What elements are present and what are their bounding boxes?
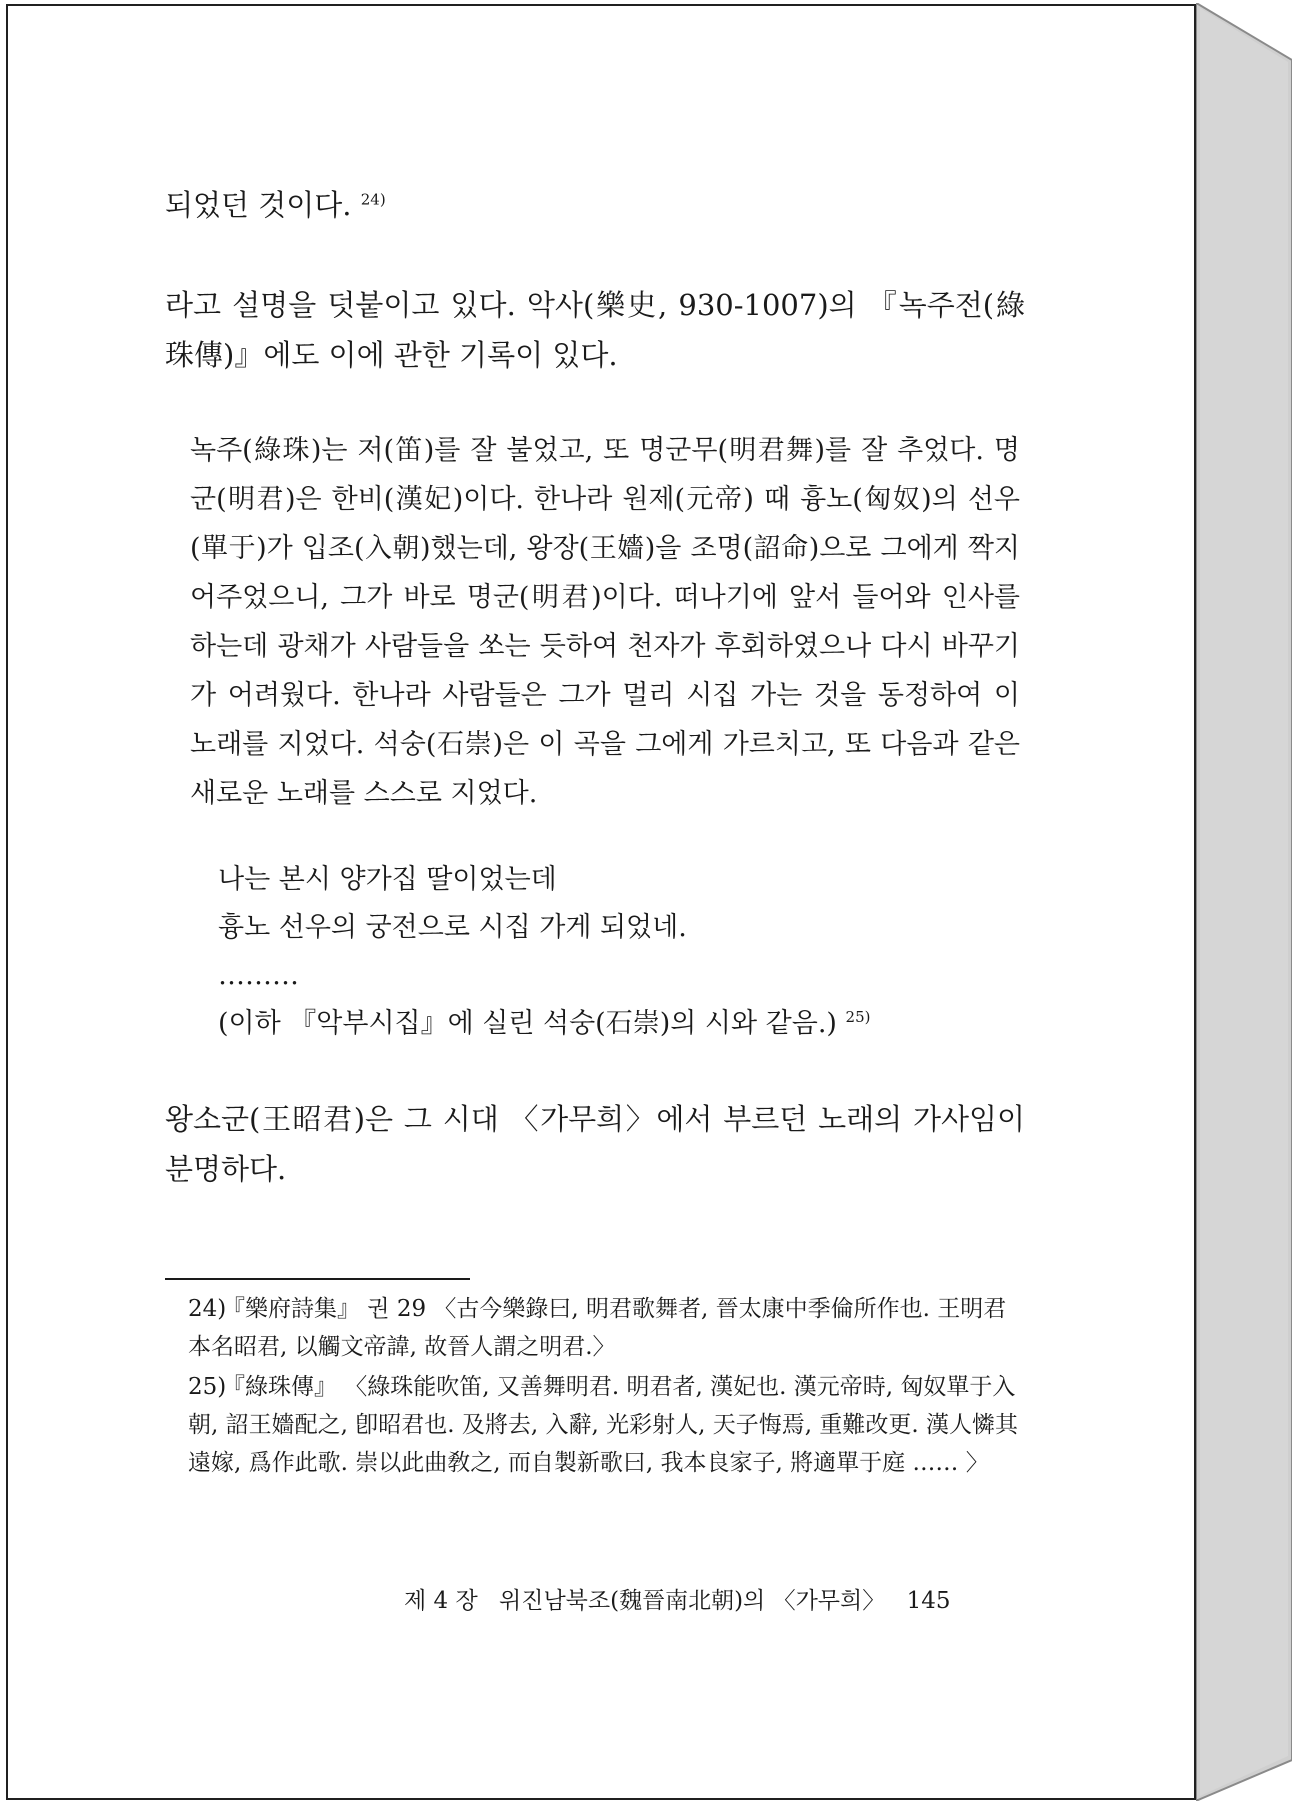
verse-ellipsis: ……… [218,960,299,991]
footnote-number: 25) [188,1374,227,1400]
verse-line-note: (이하 『악부시집』에 실린 석숭(石崇)의 시와 같음.) $^{25)}$ [218,1008,871,1039]
footnote-25 [188,1368,1018,1482]
paragraph-intro: 라고 설명을 덧붙이고 있다. 악사(樂史, 930-1007)의 『녹주전(綠珠傳)』에도 이에 관한 기록이 있다. [165,288,1025,372]
verse-quote [218,856,1018,1048]
paragraph-continuation: 되었던 것이다. $^{24)}$ [165,188,386,222]
verse-line-1: 나는 본시 양가집 딸이었는데 [218,864,557,895]
page-edge-stack [1196,0,1292,1806]
running-footer [404,1585,1004,1617]
verse-line-2: 흉노 선우의 궁전으로 시집 가게 되었네. [218,912,687,943]
paragraph-conclusion: 왕소군(王昭君)은 그 시대 〈가무희〉에서 부르던 노래의 가사임이 분명하다. [165,1102,1025,1186]
footnote-rule [165,1278,470,1280]
footnote-text: 『樂府詩集』 권 29 〈古今樂錄曰, 明君歌舞者, 晉太康中季倫所作也. 王明君本名昭君, 以觸文帝諱, 故晉人謂之明君.〉 [188,1296,1007,1360]
chapter-title: 위진남북조(魏晉南北朝)의 〈가무희〉 [499,1588,886,1614]
footnote-ref-24: 24) [360,190,386,209]
footnote-number: 24) [188,1296,227,1322]
footnote-24 [188,1290,1018,1366]
footnote-text: 『綠珠傳』 〈綠珠能吹笛, 又善舞明君. 明君者, 漢妃也. 漢元帝時, 匈奴單于入朝, 詔王嬙配之, 卽昭君也. 及將去, 入辭, 光彩射人, 天子悔焉, 重難改更. 漢人憐其遠嫁, 爲作此歌. 崇以此曲敎之, 而自製新歌曰, 我本良家子, 將適單于庭 …… 〉 [188,1374,1018,1476]
chapter-label: 제 4 장 [404,1588,478,1614]
footnote-ref-25: 25) [845,1008,871,1026]
page-number: 145 [906,1588,951,1614]
quoted-passage: 녹주(綠珠)는 저(笛)를 잘 불었고, 또 명군무(明君舞)를 잘 추었다. 명군(明君)은 한비(漢妃)이다. 한나라 원제(元帝) 때 흉노(匈奴)의 선우(單于)가 입조(入朝)했는데, 왕장(王嬙)을 조명(詔命)으로 그에게 짝지어주었으니, 그가 바로 명군(明君)이다. 떠나기에 앞서 들어와 인사를 하는데 광채가 사람들을 쏘는 듯하여 천자가 후회하였으나 다시 바꾸기가 어려웠다. 한나라 사람들은 그가 멀리 시집 가는 것을 동정하여 이 노래를 지었다. 석숭(石崇)은 이 곡을 그에게 가르치고, 또 다음과 같은 새로운 노래를 스스로 지었다. [190,435,1020,809]
